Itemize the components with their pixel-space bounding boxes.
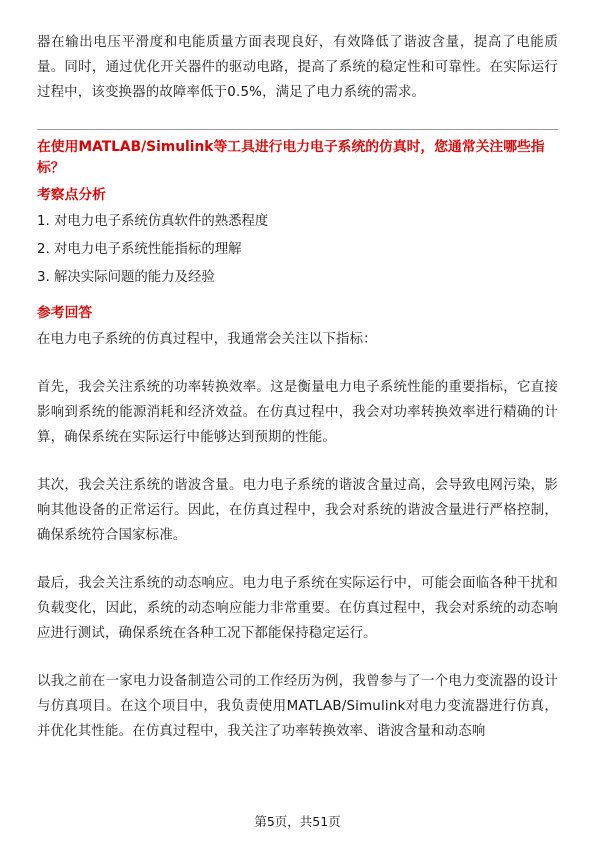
- answer-body: [37, 327, 558, 767]
- analysis-points: [37, 208, 268, 292]
- answer-paragraph: 最后，我会关注系统的动态响应。电力电子系统在实际运行中，可能会面临各种干扰和负载变化，因此，系统的动态响应能力非常重要。在仿真过程中，我会对系统的动态响应进行测试，确保系统在各种工况下都能保持稳定运行。: [37, 576, 558, 641]
- analysis-point: 1. 对电力电子系统仿真软件的熟悉程度: [37, 214, 269, 229]
- analysis-label: 考察点分析: [37, 187, 106, 203]
- answer-paragraph: 以我之前在一家电力设备制造公司的工作经历为例，我曾参与了一个电力变流器的设计与仿真项目。在这个项目中，我负责使用MATLAB/Simulink对电力变流器进行仿真，并优化其性能。在仿真过程中，我关注了功率转换效率、谐波含量和动态响: [37, 674, 558, 739]
- answer-paragraph: 在电力电子系统的仿真过程中，我通常会关注以下指标：: [37, 332, 377, 347]
- analysis-point: 2. 对电力电子系统性能指标的理解: [37, 242, 242, 257]
- answer-paragraph: 首先，我会关注系统的功率转换效率。这是衡量电力电子系统性能的重要指标，它直接影响到系统的能源消耗和经济效益。在仿真过程中，我会对功率转换效率进行精确的计算，确保系统在实际运行中能够达到预期的性能。: [37, 380, 558, 445]
- question-heading: 在使用MATLAB/Simulink等工具进行电力电子系统的仿真时，您通常关注哪些指标？: [37, 139, 545, 176]
- analysis-point: 3. 解决实际问题的能力及经验: [37, 270, 215, 285]
- answer-paragraph: 其次，我会关注系统的谐波含量。电力电子系统的谐波含量过高，会导致电网污染，影响其他设备的正常运行。因此，在仿真过程中，我会对系统的谐波含量进行严格控制，确保系统符合国家标准。: [37, 478, 558, 543]
- answer-label: 参考回答: [37, 305, 93, 321]
- section-divider: [37, 129, 558, 130]
- continued-paragraph: 器在输出电压平滑度和电能质量方面表现良好，有效降低了谐波含量，提高了电能质量。同时，通过优化开关器件的驱动电路，提高了系统的稳定性和可靠性。在实际运行过程中，该变换器的故障率低于0.5%，满足了电力系统的需求。: [37, 35, 558, 100]
- page-number: 第5页，共51页: [254, 814, 341, 829]
